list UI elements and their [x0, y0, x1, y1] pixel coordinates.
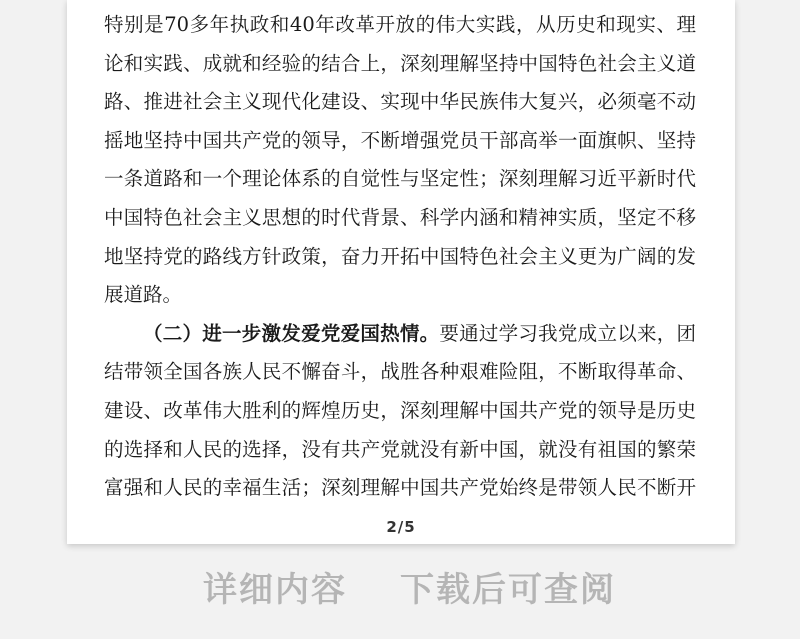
paragraph-line: 特别是70多年执政和40年改革开放的伟大实践，从历史和现实、理: [104, 13, 696, 36]
details-button[interactable]: 详细内容: [203, 570, 347, 610]
paragraph-line: 的选择和人民的选择，没有共产党就没有新中国，就没有祖国的繁荣: [104, 437, 696, 461]
paragraph-text: 要通过学习我党成立以来，团: [439, 321, 696, 345]
section-heading: （二）进一步激发爱党爱国热情。: [143, 321, 440, 345]
paragraph-line: 摇地坚持中国共产党的领导，不断增强党员干部高举一面旗帜、坚持: [104, 128, 696, 152]
footer-bar: [0, 562, 800, 612]
paragraph-line: 富强和人民的幸福生活；深刻理解中国共产党始终是带领人民不断开: [104, 476, 696, 500]
paragraph-line: 路、推进社会主义现代化建设、实现中华民族伟大复兴，必须毫不动: [104, 90, 696, 114]
document-body: [104, 0, 696, 508]
paragraph-line: 建设、改革伟大胜利的辉煌历史，深刻理解中国共产党的领导是历史: [104, 398, 696, 422]
paragraph-line: 一条道路和一个理论体系的自觉性与坚定性；深刻理解习近平新时代: [104, 167, 696, 191]
page-number: 2/5: [386, 518, 416, 536]
paragraph-line: 地坚持党的路线方针政策，奋力开拓中国特色社会主义更为广阔的发: [104, 244, 696, 268]
paragraph-line: [104, 315, 696, 354]
paragraph-line: 结带领全国各族人民不懈奋斗，战胜各种艰难险阻，不断取得革命、: [104, 360, 696, 384]
paragraph-line: 论和实践、成就和经验的结合上，深刻理解坚持中国特色社会主义道: [104, 51, 696, 75]
paragraph-line: 中国特色社会主义思想的时代背景、科学内涵和精神实质，坚定不移: [104, 205, 696, 229]
download-to-view-button[interactable]: 下载后可查阅: [400, 570, 616, 610]
paragraph-line: 展道路。: [104, 283, 183, 307]
document-page: [67, 0, 735, 544]
